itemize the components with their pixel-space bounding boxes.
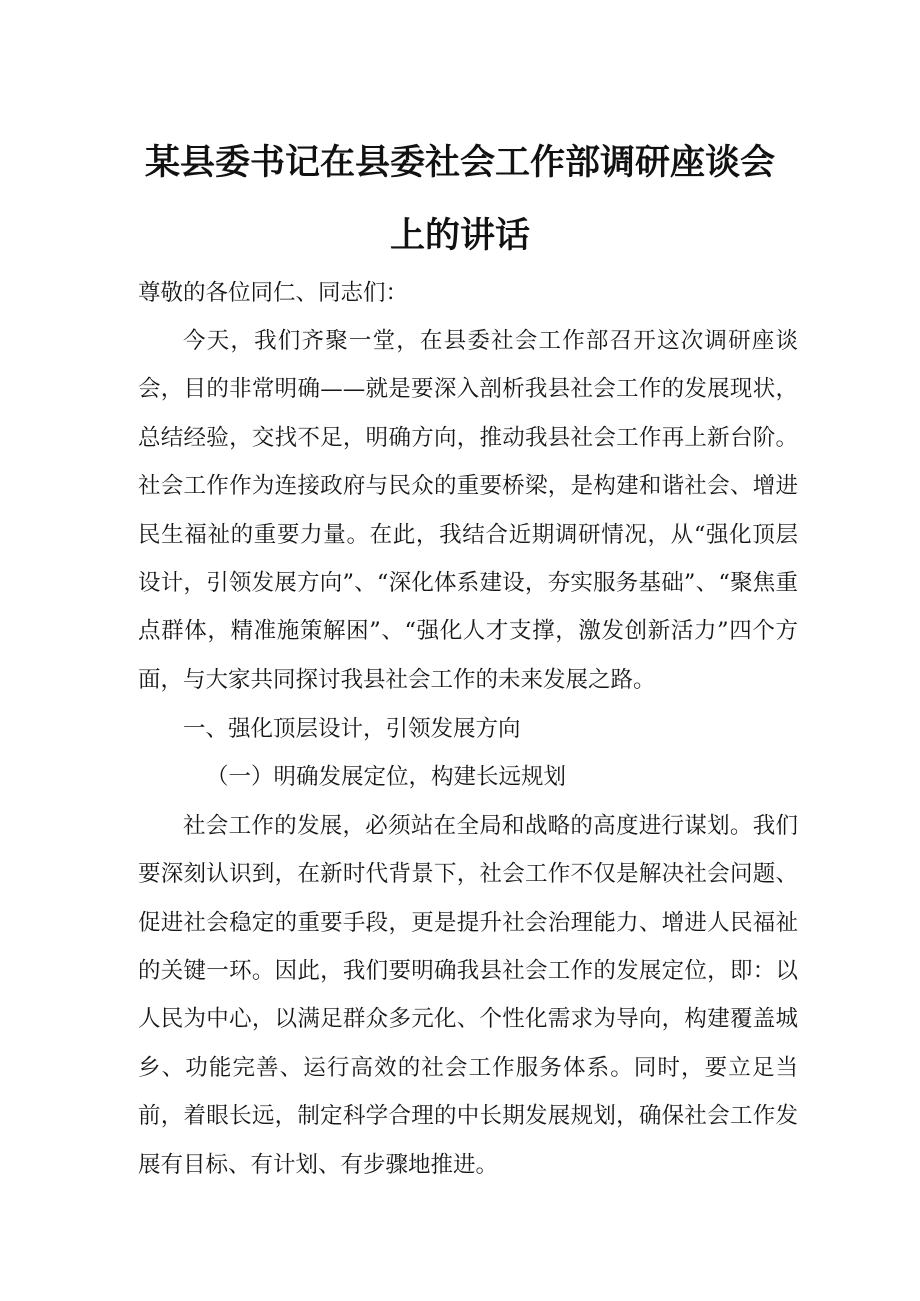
document-title-line2: 上的讲话 (389, 216, 530, 256)
section1-block (138, 705, 798, 1189)
subsection1-paragraph: 社会工作的发展，必须站在全局和战略的高度进行谋划。我们要深刻认识到，在新时代背景下，社会工作不仅是解决社会问题、促进社会稳定的重要手段，更是提升社会治理能力、增进人民福祉的关键一环。因此，我们要明确我县社会工作的发展定位，即：以人民为中心，以满足群众多元化、个性化需求为导向，构建覆盖城乡、功能完善、运行高效的社会工作服务体系。同时，要立足当前，着眼长远，制定科学合理的中长期发展规划，确保社会工作发展有目标、有计划、有步骤地推进。 (138, 812, 798, 1178)
salutation: 尊敬的各位同仁、同志们： (138, 280, 409, 306)
section1-heading: 一、强化顶层设计，引领发展方向 (183, 716, 521, 742)
document-title-line1: 某县委书记在县委社会工作部调研座谈会 (144, 143, 775, 183)
subsection1-heading: （一）明确发展定位，构建长远规划 (206, 764, 567, 791)
intro-paragraph: 今天，我们齐聚一堂，在县委社会工作部召开这次调研座谈会，目的非常明确——就是要深入剖析我县社会工作的发展现状，总结经验，交找不足，明确方向，推动我县社会工作再上新台阶。社会工作作为连接政府与民众的重要桥梁，是构建和谐社会、增进民生福祉的重要力量。在此，我结合近期调研情况，从“强化顶层设计，引领发展方向”、“深化体系建设，夯实服务基础”、“聚焦重点群体，精准施策解困”、“强化人才支撑，激发创新活力”四个方面，与大家共同探讨我县社会工作的未来发展之路。 (138, 328, 798, 693)
intro-block (138, 317, 798, 704)
